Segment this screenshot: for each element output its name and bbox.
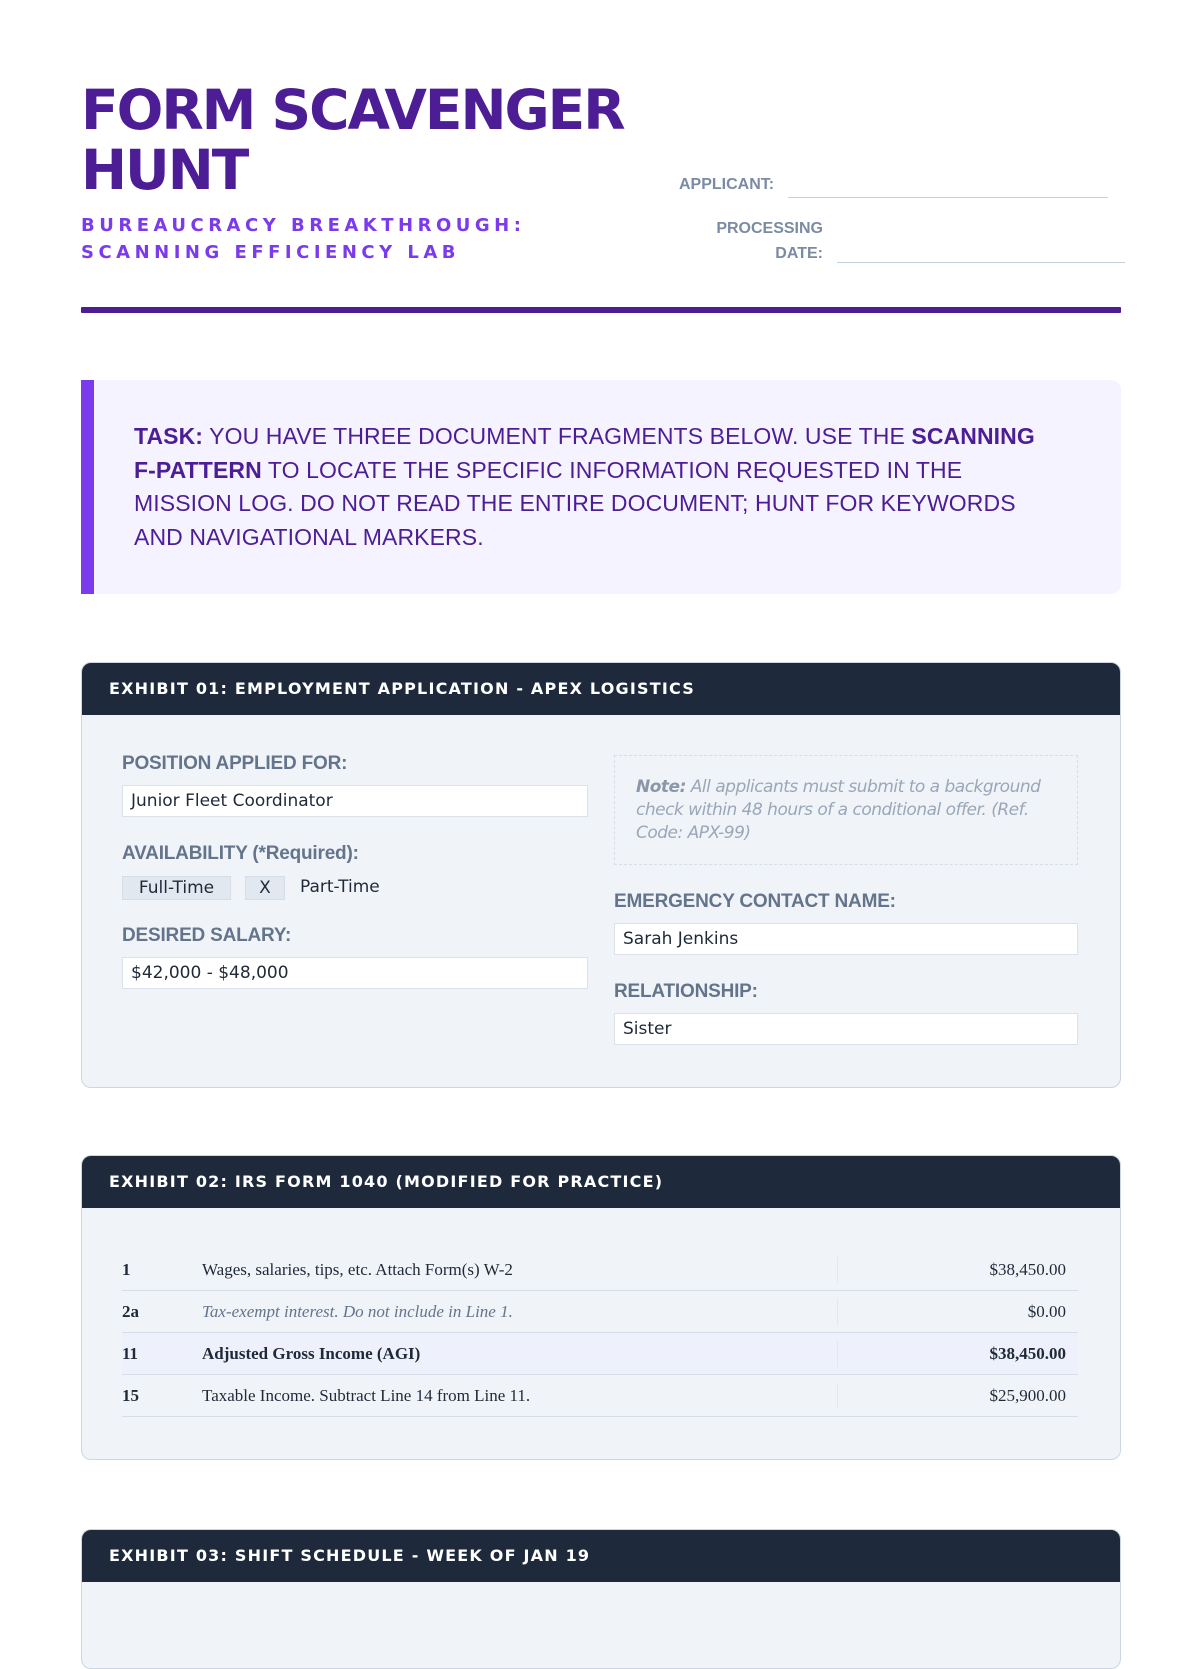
exhibit-02-header: EXHIBIT 02: IRS FORM 1040 (MODIFIED FOR PRACTICE) xyxy=(82,1156,1120,1208)
processing-label-line2: DATE: xyxy=(775,245,823,262)
task-text-part1: YOU HAVE THREE DOCUMENT FRAGMENTS BELOW. USE THE xyxy=(203,423,912,449)
line-number: 11 xyxy=(122,1344,139,1363)
task-text-part2: TO LOCATE THE SPECIFIC INFORMATION REQUESTED IN THE MISSION LOG. DO NOT READ THE ENTIRE DOCUMENT; HUNT FOR KEYWORDS AND NAVIGATIONAL MARKERS. xyxy=(134,456,1016,550)
applicant-field[interactable] xyxy=(788,196,1108,198)
salary-field[interactable]: $42,000 - $48,000 xyxy=(122,957,588,989)
page-subtitle: BUREAUCRACY BREAKTHROUGH: SCANNING EFFICIENCY LAB xyxy=(81,215,526,263)
processing-date-label xyxy=(701,216,823,266)
part-time-checkbox[interactable]: X xyxy=(245,876,285,900)
line-amount: $25,900.00 xyxy=(989,1386,1066,1405)
position-label: POSITION APPLIED FOR: xyxy=(122,753,348,774)
column-divider xyxy=(837,1299,838,1325)
column-divider xyxy=(837,1257,838,1283)
tax-row-line-2a xyxy=(122,1291,1078,1333)
line-description: Adjusted Gross Income (AGI) xyxy=(202,1344,421,1363)
line-number: 2a xyxy=(122,1302,139,1321)
salary-label: DESIRED SALARY: xyxy=(122,925,292,946)
tax-row-line-11 xyxy=(122,1333,1078,1375)
line-description: Tax-exempt interest. Do not include in Line 1. xyxy=(202,1302,513,1321)
note-text: All applicants must submit to a background check within 48 hours of a conditional offer. (Ref. Code: APX-99) xyxy=(636,777,1041,843)
task-text xyxy=(134,420,1054,554)
emergency-contact-label: EMERGENCY CONTACT NAME: xyxy=(614,891,896,912)
full-time-option[interactable]: Full-Time xyxy=(122,876,231,900)
exhibit-01-header: EXHIBIT 01: EMPLOYMENT APPLICATION - APEX LOGISTICS xyxy=(82,663,1120,715)
line-number: 15 xyxy=(122,1386,139,1405)
task-emphasis: SCANNING F-PATTERN xyxy=(134,423,1035,483)
line-number: 1 xyxy=(122,1260,131,1279)
exhibit-03-card xyxy=(81,1529,1121,1669)
processing-label-line1: PROCESSING xyxy=(716,220,823,237)
applicant-label: APPLICANT: xyxy=(679,176,775,193)
processing-date-field[interactable] xyxy=(837,261,1125,263)
column-divider xyxy=(837,1341,838,1367)
line-amount: $38,450.00 xyxy=(989,1344,1066,1363)
column-divider xyxy=(837,1383,838,1409)
applicant-row xyxy=(679,172,1108,197)
tax-row-line-15 xyxy=(122,1375,1078,1417)
position-field[interactable]: Junior Fleet Coordinator xyxy=(122,785,588,817)
exhibit-01-card xyxy=(81,662,1121,1088)
relationship-label: RELATIONSHIP: xyxy=(614,981,758,1002)
processing-date-row xyxy=(701,216,1125,266)
line-description: Wages, salaries, tips, etc. Attach Form(s) W-2 xyxy=(202,1260,513,1279)
exhibit-03-header: EXHIBIT 03: SHIFT SCHEDULE - WEEK OF JAN 19 xyxy=(82,1530,1120,1582)
background-check-note xyxy=(614,755,1078,865)
line-amount: $0.00 xyxy=(1027,1302,1066,1321)
relationship-field[interactable]: Sister xyxy=(614,1013,1078,1045)
part-time-label: Part-Time xyxy=(300,877,380,897)
emergency-contact-field[interactable]: Sarah Jenkins xyxy=(614,923,1078,955)
availability-label: AVAILABILITY (*Required): xyxy=(122,843,359,864)
line-description: Taxable Income. Subtract Line 14 from Line 11. xyxy=(202,1386,531,1405)
line-amount: $38,450.00 xyxy=(989,1260,1066,1279)
page-title: FORM SCAVENGER HUNT xyxy=(81,78,624,202)
task-lead: TASK: xyxy=(134,423,204,449)
tax-row-line-1 xyxy=(122,1249,1078,1291)
exhibit-02-card xyxy=(81,1155,1121,1460)
note-lead: Note: xyxy=(636,777,686,797)
header-rule xyxy=(81,307,1121,313)
task-callout xyxy=(81,380,1121,594)
